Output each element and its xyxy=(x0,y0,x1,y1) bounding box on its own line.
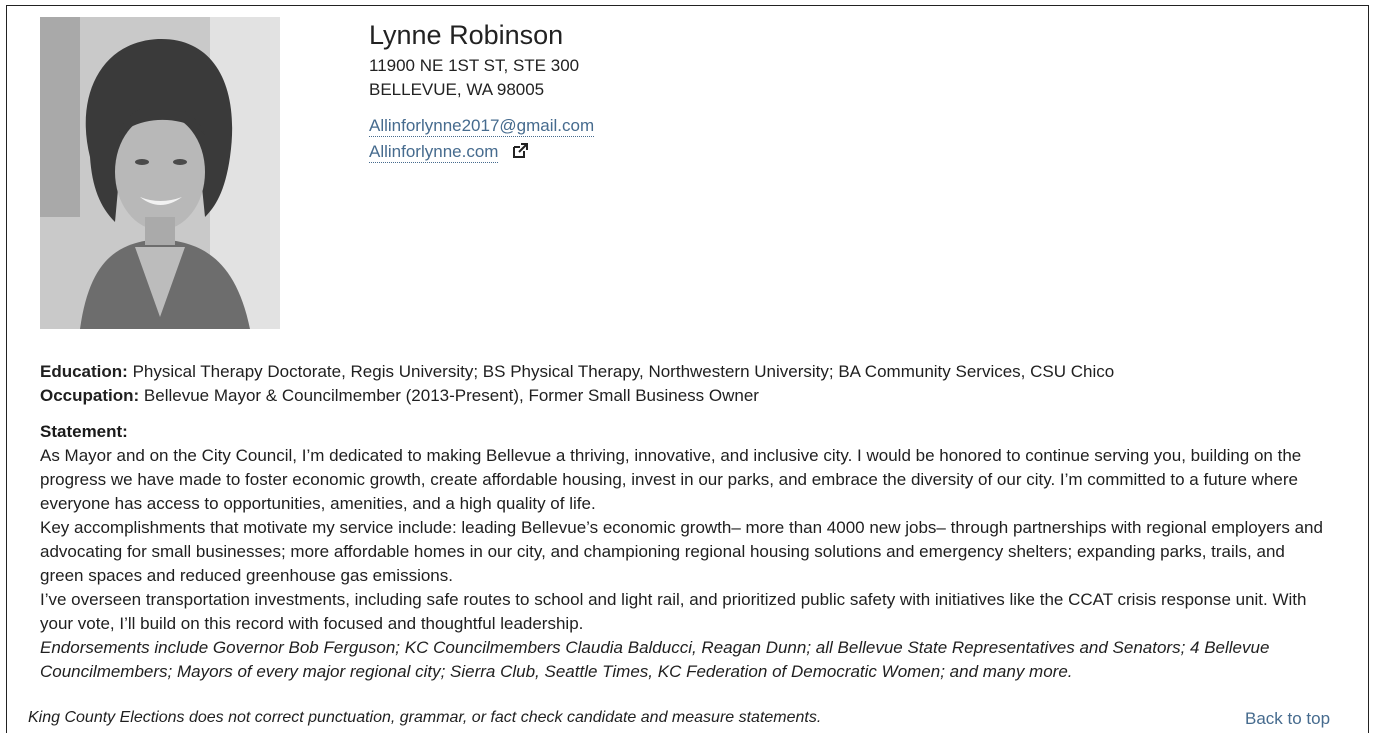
endorsements: Endorsements include Governor Bob Ferguson; KC Councilmembers Claudia Balducci, Reagan Dunn; all Bellevue State Representatives and Senators; 4 Bellevue Councilmembers; Mayors of every major regional city; Sierra Club, Seattle Times, KC Federation of Democratic Women; and many more. xyxy=(40,638,1270,681)
external-link-icon[interactable] xyxy=(511,142,529,160)
education-label: Education: xyxy=(40,362,128,381)
occupation-label: Occupation: xyxy=(40,386,140,405)
statement-body xyxy=(40,444,1332,684)
address-line-2: BELLEVUE, WA 98005 xyxy=(369,80,545,99)
occupation-row xyxy=(40,384,1340,408)
website-link[interactable]: Allinforlynne.com xyxy=(369,142,499,161)
email-link[interactable]: Allinforlynne2017@gmail.com xyxy=(369,116,595,135)
disclaimer: King County Elections does not correct punctuation, grammar, or fact check candidate and measure statements. xyxy=(28,709,822,726)
education-row xyxy=(40,360,1340,384)
statement-label: Statement: xyxy=(40,422,128,441)
statement-paragraph: Key accomplishments that motivate my service include: leading Bellevue’s economic growth– more than 4000 new jobs– through partnerships with regional employers and advocating for small businesses; more affordable homes in our city, and championing regional housing solutions and emergency shelters; expanding parks, trails, and green spaces and reduced greenhouse gas emissions. xyxy=(40,518,1323,585)
back-to-top-link[interactable]: Back to top xyxy=(1245,709,1331,728)
education-value: Physical Therapy Doctorate, Regis University; BS Physical Therapy, Northwestern University; BA Community Services, CSU Chico xyxy=(132,362,1115,381)
candidate-photo xyxy=(40,17,280,329)
candidate-name: Lynne Robinson xyxy=(369,20,564,50)
statement-paragraph: As Mayor and on the City Council, I’m dedicated to making Bellevue a thriving, innovative, and inclusive city. I would be honored to continue serving you, building on the progress we have made to foster economic growth, create affordable housing, invest in our parks, and embrace the diversity of our city. I’m committed to a future where everyone has access to opportunities, amenities, and a high quality of life. xyxy=(40,446,1302,513)
occupation-value: Bellevue Mayor & Councilmember (2013-Present), Former Small Business Owner xyxy=(143,386,759,405)
address-line-1: 11900 NE 1ST ST, STE 300 xyxy=(369,56,580,75)
statement-paragraph: I’ve overseen transportation investments, including safe routes to school and light rail, and prioritized public safety with initiatives like the CCAT crisis response unit. With your vote, I’ll build on this record with focused and thoughtful leadership. xyxy=(40,590,1307,633)
